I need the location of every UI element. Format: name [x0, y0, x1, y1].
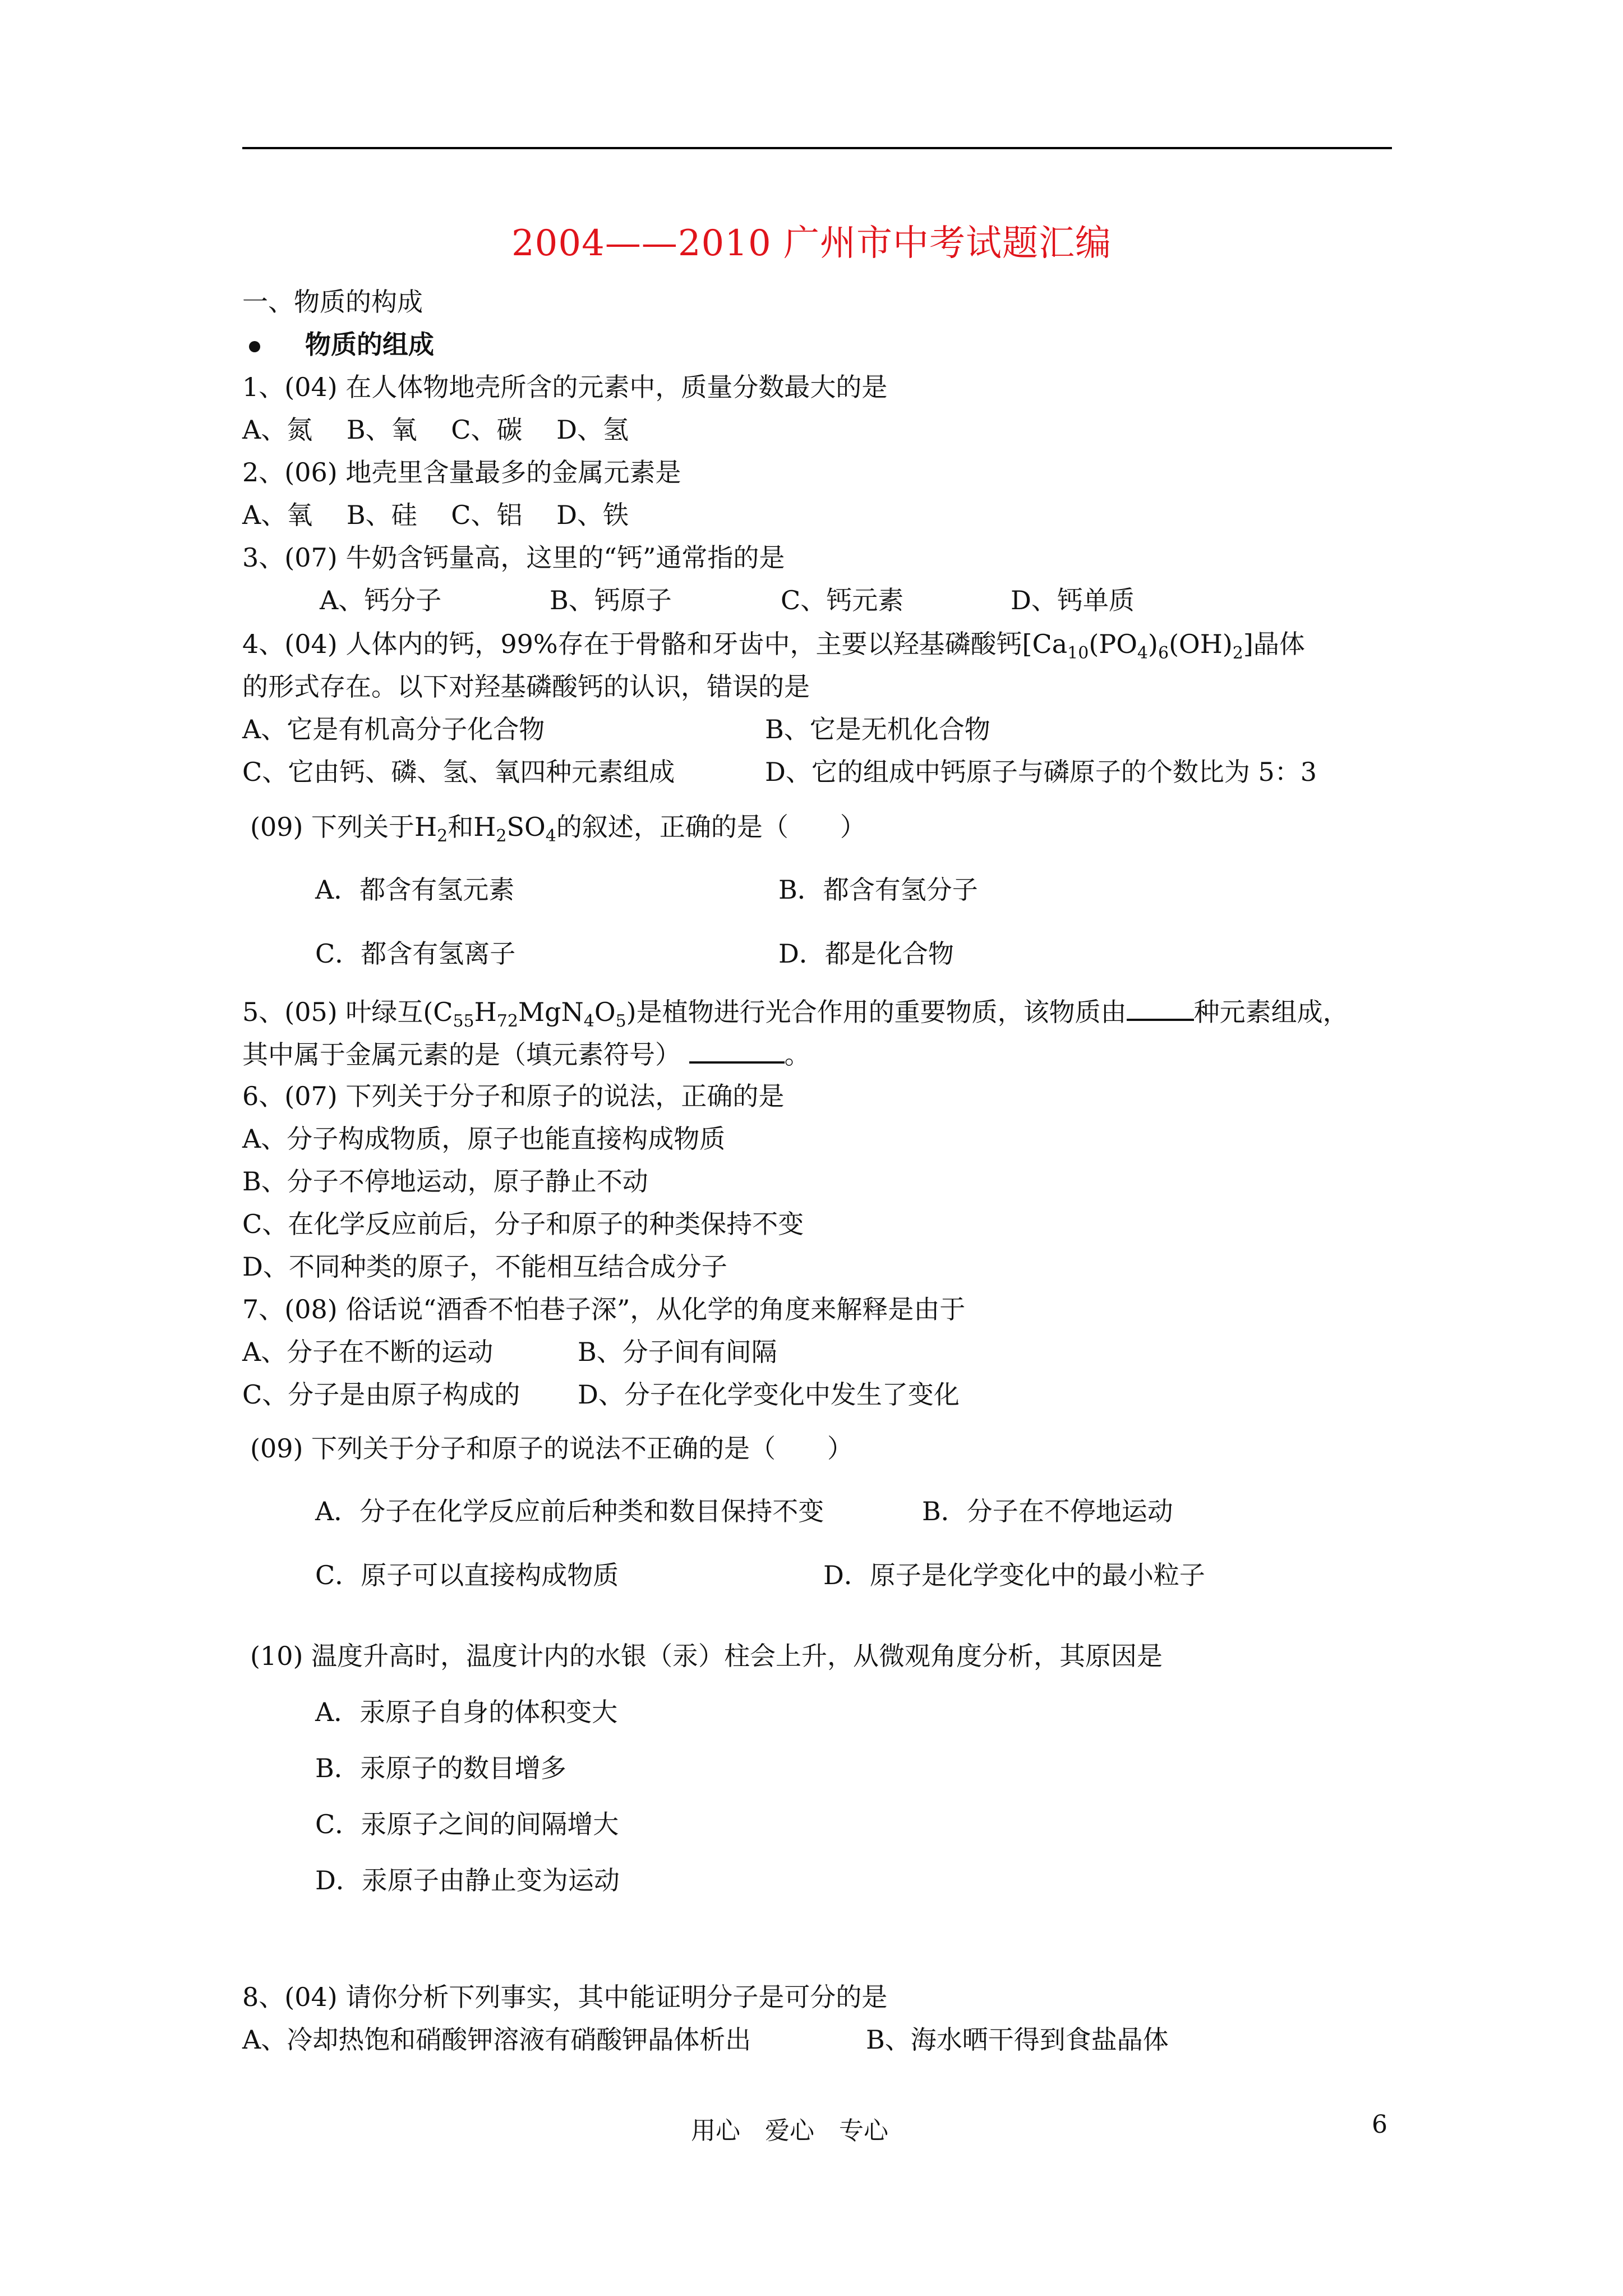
- q4-sub-4: 2: [1232, 643, 1243, 663]
- q09a-sub-3: 4: [545, 826, 556, 846]
- question-09a: [250, 810, 866, 844]
- question-3-option-c: C、钙元素: [781, 585, 904, 615]
- answer-blank-1[interactable]: [1127, 994, 1194, 1021]
- question-4-line-2: 的形式存在。以下对羟基磷酸钙的认识，错误的是: [242, 671, 810, 702]
- subsection-label: 物质的组成: [305, 329, 434, 360]
- question-10-option-a: A．汞原子自身的体积变大: [315, 1697, 618, 1727]
- q4-sub-3: 6: [1158, 643, 1169, 663]
- question-1: 1、(04) 在人体物地壳所含的元素中，质量分数最大的是: [242, 372, 888, 402]
- q5-sub-2: 72: [496, 1011, 518, 1031]
- question-2: 2、(06) 地壳里含量最多的金属元素是: [242, 457, 681, 487]
- q09a-text-b: 和H: [448, 812, 496, 842]
- q4-text-b: (PO: [1089, 629, 1137, 659]
- page-title: 2004——2010 广州市中考试题汇编: [511, 223, 1112, 264]
- question-3: 3、(07) 牛奶含钙量高，这里的“钙”通常指的是: [242, 542, 785, 573]
- question-5-line-2: [242, 1037, 810, 1071]
- question-6-option-c: C、在化学反应前后，分子和原子的种类保持不变: [242, 1209, 804, 1239]
- question-6: 6、(07) 下列关于分子和原子的说法，正确的是: [242, 1081, 785, 1111]
- question-10: (10) 温度升高时，温度计内的水银（汞）柱会上升，从微观角度分析，其原因是: [250, 1641, 1163, 1671]
- q5-text-f: 种元素组成，: [1193, 997, 1349, 1027]
- q5-sub-3: 4: [583, 1011, 594, 1031]
- q4-text-e: ]晶体: [1243, 629, 1305, 659]
- q4-text-a: 4、(04) 人体内的钙，99%存在于骨骼和牙齿中，主要以羟基磷酸钙[Ca: [242, 629, 1068, 659]
- question-7: 7、(08) 俗话说“酒香不怕巷子深”，从化学的角度来解释是由于: [242, 1294, 966, 1324]
- question-3-option-b: B、钙原子: [550, 585, 672, 615]
- question-09a-option-c: C．都含有氢离子: [315, 938, 516, 969]
- question-8-option-a: A、冷却热饱和硝酸钾溶液有硝酸钾晶体析出: [242, 2024, 751, 2055]
- header-rule: [242, 147, 1392, 149]
- question-10-option-b: B．汞原子的数目增多: [315, 1753, 566, 1783]
- question-6-option-a: A、分子构成物质，原子也能直接构成物质: [242, 1124, 726, 1154]
- question-4-option-b: B、它是无机化合物: [765, 714, 990, 744]
- q5-text-d: O: [594, 997, 616, 1027]
- q5-text-a: 5、(05) 叶绿互(C: [242, 997, 453, 1027]
- question-2-options: A、氧 B、硅 C、铝 D、铁: [242, 500, 629, 530]
- question-6-option-d: D、不同种类的原子，不能相互结合成分子: [242, 1251, 727, 1282]
- question-7-option-b: B、分子间有间隔: [578, 1337, 777, 1367]
- question-3-option-a: A、钙分子: [320, 585, 442, 615]
- answer-blank-2[interactable]: [689, 1037, 785, 1064]
- q5-sub-1: 55: [453, 1011, 474, 1031]
- q09a-text-d: 的叙述，正确的是（ ）: [556, 812, 866, 842]
- q09a-sub-1: 2: [437, 826, 448, 846]
- question-7-option-c: C、分子是由原子构成的: [242, 1379, 520, 1410]
- question-4-option-c: C、它由钙、磷、氢、氧四种元素组成: [242, 757, 675, 787]
- q4-sub-1: 10: [1067, 643, 1089, 663]
- q4-text-c: ): [1148, 629, 1158, 659]
- question-7-option-a: A、分子在不断的运动: [242, 1337, 494, 1367]
- question-09b-option-a: A．分子在化学反应前后种类和数目保持不变: [315, 1496, 824, 1526]
- question-09b-option-c: C．原子可以直接构成物质: [315, 1560, 619, 1590]
- q4-sub-2: 4: [1137, 643, 1149, 663]
- subsection-heading: [249, 328, 434, 361]
- bullet-icon: [249, 341, 260, 352]
- question-5: [242, 994, 1349, 1029]
- question-3-option-d: D、钙单质: [1011, 585, 1135, 615]
- page-number: 6: [1372, 2110, 1387, 2139]
- q5-text-e: )是植物进行光合作用的重要物质，该物质由: [626, 997, 1127, 1027]
- question-09b-option-b: B．分子在不停地运动: [922, 1496, 1173, 1526]
- q5-text-b: H: [474, 997, 497, 1027]
- question-10-option-c: C．汞原子之间的间隔增大: [315, 1809, 619, 1839]
- q09a-text-a: (09) 下列关于H: [250, 812, 437, 842]
- q09a-sub-2: 2: [496, 826, 507, 846]
- question-4-option-d: D、它的组成中钙原子与磷原子的个数比为 5：3: [765, 757, 1317, 787]
- question-4: [242, 627, 1305, 661]
- question-09b: (09) 下列关于分子和原子的说法不正确的是（ ）: [250, 1433, 854, 1464]
- q5-text-c: MgN: [518, 997, 584, 1027]
- question-09a-option-b: B．都含有氢分子: [778, 875, 978, 905]
- section-heading: 一、物质的构成: [242, 287, 423, 317]
- q4-text-d: (OH): [1169, 629, 1233, 659]
- question-8: 8、(04) 请你分析下列事实，其中能证明分子是可分的是: [242, 1982, 888, 2012]
- footer-motto: 用心 爱心 专心: [691, 2116, 888, 2145]
- question-4-option-a: A、它是有机高分子化合物: [242, 714, 545, 744]
- question-1-options: A、氮 B、氧 C、碳 D、氢: [242, 415, 629, 445]
- q5-line2-text: 其中属于金属元素的是（填元素符号）: [242, 1039, 681, 1070]
- q5-line2-end: 。: [784, 1039, 810, 1070]
- question-8-option-b: B、海水晒干得到食盐晶体: [866, 2024, 1169, 2055]
- q09a-text-c: SO: [506, 812, 546, 842]
- question-09a-option-a: A．都含有氢元素: [315, 875, 515, 905]
- question-09a-option-d: D．都是化合物: [778, 938, 954, 969]
- question-09b-option-d: D．原子是化学变化中的最小粒子: [823, 1560, 1205, 1590]
- question-10-option-d: D．汞原子由静止变为运动: [315, 1865, 620, 1895]
- q5-sub-4: 5: [615, 1011, 626, 1031]
- question-7-option-d: D、分子在化学变化中发生了变化: [578, 1379, 960, 1410]
- question-6-option-b: B、分子不停地运动，原子静止不动: [242, 1166, 648, 1197]
